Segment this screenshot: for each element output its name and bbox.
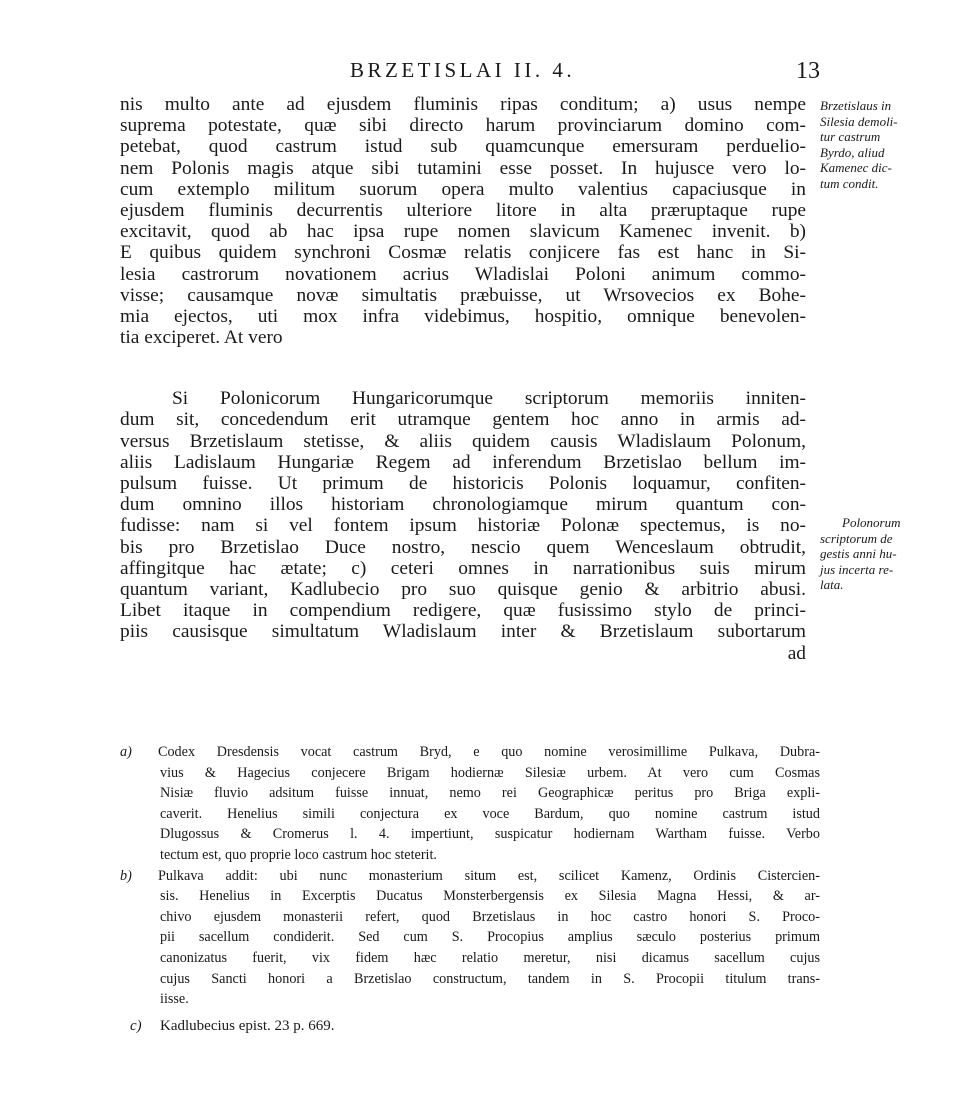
text-line: E quibus quidem synchroni Cosmæ relatis conjicere fas est hanc in Si- xyxy=(120,242,806,264)
footnotes xyxy=(120,742,820,1036)
footnote-line: caverit. Henelius simili conjectura ex voce Bardum, quo nomine castrum istud xyxy=(160,805,820,822)
footnote-b xyxy=(120,866,820,1010)
text-line: nis multo ante ad ejusdem fluminis ripas conditum; a) usus nempe xyxy=(120,94,806,115)
running-head xyxy=(120,58,820,85)
footnote-line: canonizatus fuerit, vix fidem hæc relatio meretur, nisi dicamus sacellum cujus xyxy=(160,949,820,966)
marginal-line: Polonorum xyxy=(842,515,901,530)
marginal-note-1 xyxy=(820,98,950,191)
marginal-line: jus incerta re- xyxy=(820,561,894,577)
text-line: bis pro Brzetislao Duce nostro, nescio quem Wenceslaum obtrudit, xyxy=(120,536,806,558)
marginal-note-2 xyxy=(820,515,950,593)
text-line: tia exciperet. At vero xyxy=(120,327,283,349)
text-line: ejusdem fluminis decurrentis ulteriore litore in alta præruptaque rupe xyxy=(120,199,806,221)
main-text xyxy=(120,94,806,664)
footnote-line: iisse. xyxy=(160,991,189,1008)
text-line: Si Polonicorum Hungaricorumque scriptorum memoriis inniten- xyxy=(172,388,806,410)
footnote-line: tectum est, quo proprie loco castrum hoc steterit. xyxy=(160,846,437,863)
text-line: versus Brzetislaum stetisse, & aliis quidem causis Wladislaum Polonum, xyxy=(120,430,806,452)
marginal-line: Brzetislaus in xyxy=(820,98,892,113)
footnote-a xyxy=(120,742,820,866)
text-line: dum sit, concedendum erit utramque gentem hoc anno in armis ad- xyxy=(120,409,806,431)
text-line: visse; causamque novæ simultatis præbuisse, ut Wrsovecios ex Bohe- xyxy=(120,284,806,306)
marginal-line: Silesia demoli- xyxy=(820,113,898,129)
text-line: lesia castrorum novationem acrius Wladislai Poloni animum commo- xyxy=(120,263,806,285)
footnote-mark: b) xyxy=(120,867,132,884)
footnote-mark: a) xyxy=(120,744,132,760)
text-line: excitavit, quod ab hac ipsa rupe nomen slavicum Kamenec invenit. b) xyxy=(120,221,806,243)
text-line: nem Polonis magis atque sibi tutamini esse posset. In hujusce vero lo- xyxy=(120,157,806,179)
footnote-text: Kadlubecius epist. 23 p. 669. xyxy=(160,1017,335,1034)
footnote-line: sis. Henelius in Excerptis Ducatus Monsterbergensis ex Silesia Magna Hessi, & ar- xyxy=(160,888,820,905)
footnote-line: chivo ejusdem monasterii refert, quod Brzetislaus in hoc castro honori S. Proco- xyxy=(160,908,820,925)
text-line: quantum variant, Kadlubecio pro suo quisque genio & arbitrio abusi. xyxy=(120,578,806,600)
text-line: aliis Ladislaum Hungariæ Regem ad inferendum Brzetislao bellum im- xyxy=(120,451,806,473)
page-number: 13 xyxy=(796,58,820,84)
catchword: ad xyxy=(787,642,806,664)
footnote-line: Dlugossus & Cromerus l. 4. impertiunt, suspicatur hodiernam Wartham fuisse. Verbo xyxy=(160,826,820,843)
marginal-line: tum condit. xyxy=(820,175,879,191)
marginal-line: gestis anni hu- xyxy=(820,546,897,561)
text-line: affingitque hac ætate; c) ceteri omnes in narrationibus suis mirum xyxy=(120,557,806,579)
text-line: mia ejectos, uti mox infra videbimus, hospitio, omnique benevolen- xyxy=(120,305,806,327)
text-line: petebat, quod castrum istud sub quamcunque emersuram perduelio- xyxy=(120,136,806,158)
text-line: suprema potestate, quæ sibi directo harum provinciarum domino com- xyxy=(120,115,806,137)
footnote-line: vius & Hagecius conjecere Brigam hodiernæ Silesiæ urbem. At vero cum Cosmas xyxy=(160,764,820,781)
marginal-line: lata. xyxy=(820,577,844,592)
footnote-c xyxy=(120,1016,820,1037)
marginal-line: Byrdo, aliud xyxy=(820,144,885,160)
marginal-line: Kamenec dic- xyxy=(820,160,892,175)
footnote-mark: c) xyxy=(130,1017,142,1034)
paragraph-2 xyxy=(120,388,806,663)
marginal-line: tur castrum xyxy=(820,129,881,144)
text-line: pulsum fuisse. Ut primum de historicis Polonis loquamur, confiten- xyxy=(120,473,806,494)
text-line: cum extemplo militum suorum opera multo valentius capaciusque in xyxy=(120,178,806,200)
text-line: Libet itaque in compendium redigere, quæ fusissimo stylo de princi- xyxy=(120,600,806,622)
text-line: piis causisque simultatum Wladislaum inter & Brzetislaum subortarum xyxy=(120,621,806,643)
text-line: dum omnino illos historiam chronologiamque mirum quantum con- xyxy=(120,494,806,516)
paragraph-1 xyxy=(120,94,806,348)
footnote-line: Nisiæ fluvio adsitum fuisse innuat, nemo rei Geographicæ peritus pro Briga expli- xyxy=(160,785,820,802)
marginal-line: scriptorum de xyxy=(820,530,893,546)
text-line: fudisse: nam si vel fontem ipsum historiæ Polonæ spectemus, is no- xyxy=(120,515,806,537)
footnote-line: cujus Sancti honori a Brzetislao constructum, tandem in S. Procopii titulum trans- xyxy=(160,970,820,987)
footnote-line: Pulkava addit: ubi nunc monasterium situm est, scilicet Kamenz, Ordinis Cistercien- xyxy=(158,867,820,884)
footnote-line: pii sacellum condiderit. Sed cum S. Procopius amplius sæculo posterius primum xyxy=(160,929,820,946)
footnote-line: Codex Dresdensis vocat castrum Bryd, e quo nomine verosimillime Pulkava, Dubra- xyxy=(158,744,820,760)
running-title: BRZETISLAI II. 4. xyxy=(350,58,576,82)
